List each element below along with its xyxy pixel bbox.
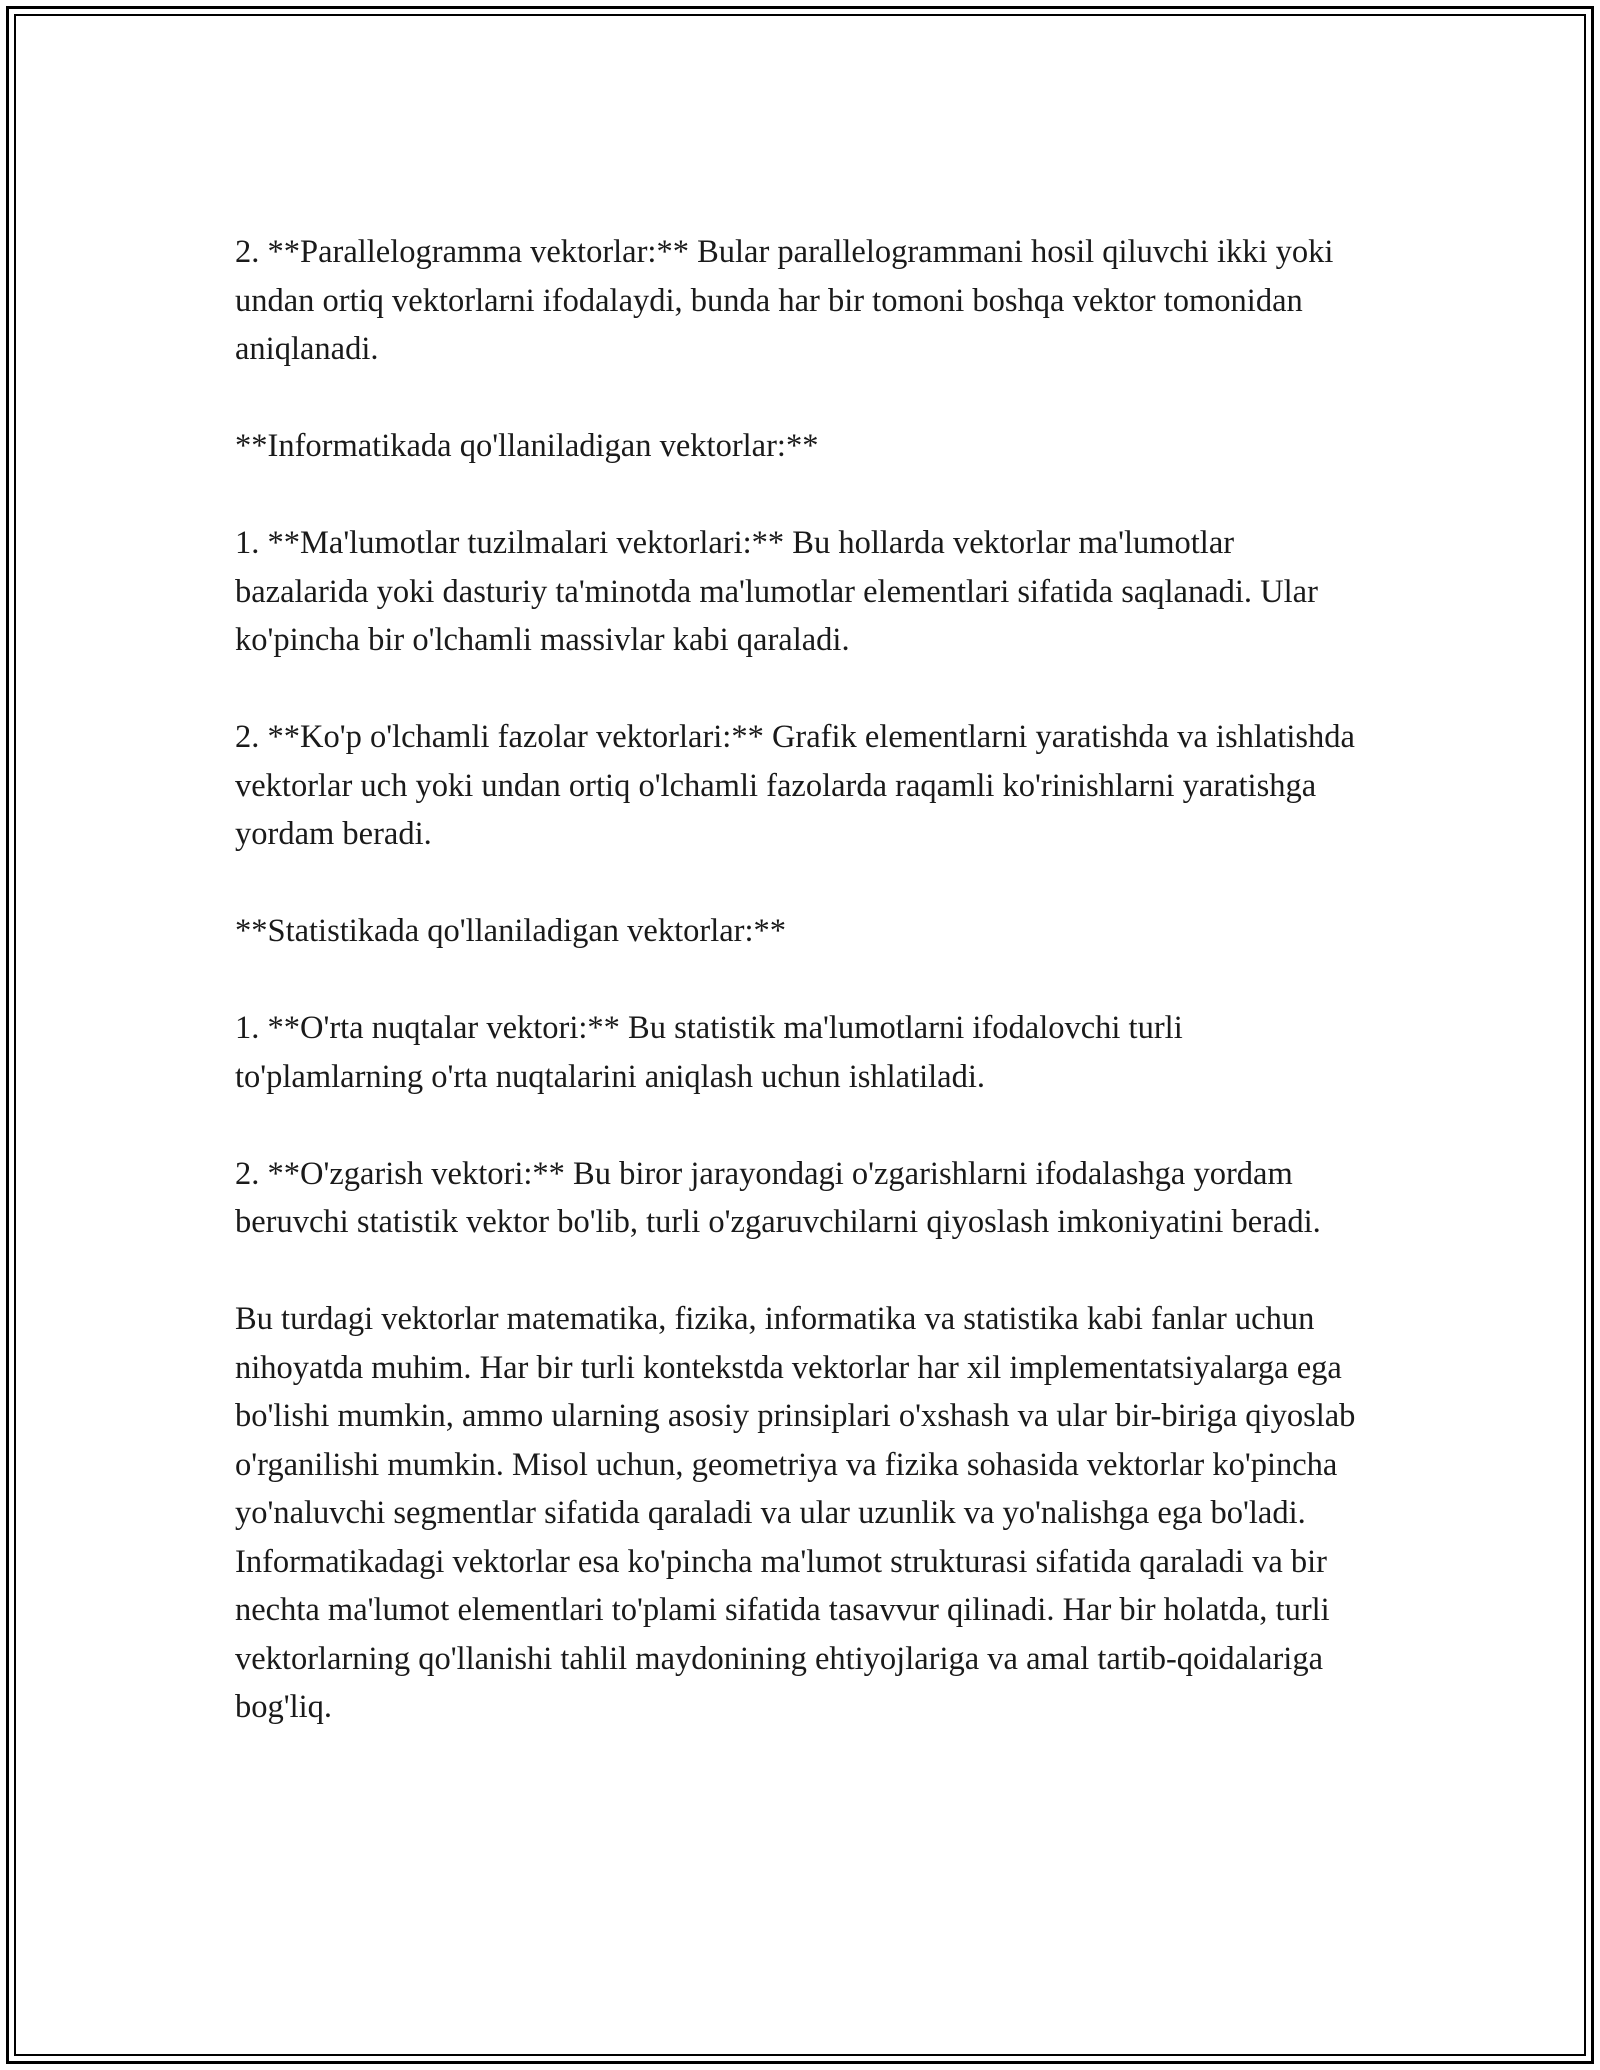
section-heading-informatics: **Informatikada qo'llaniladigan vektorlar:**	[235, 428, 819, 464]
list-item-multidimensional-vectors: 2. **Ko'p o'lchamli fazolar vektorlari:** Grafik elementlarni yaratishda va ishlatishda vektorlar uch yoki undan ortiq o'lchamli fazolarda raqamli ko'rinishlarni yaratishga yordam beradi.	[235, 719, 1355, 852]
section-heading-statistics: **Statistikada qo'llaniladigan vektorlar:**	[235, 913, 787, 949]
summary-paragraph: Bu turdagi vektorlar matematika, fizika, informatika va statistika kabi fanlar uchun nihoyatda muhim. Har bir turli kontekstda vektorlar har xil implementatsiyalarga ega bo'lishi mumkin, ammo ularning asosiy prinsiplari o'xshash va ular bir-biriga qiyoslab o'rganilishi mumkin. Misol uchun, geometriya va fizika sohasida vektorlar ko'pincha yo'naluvchi segmentlar sifatida qaraladi va ular uzunlik va yo'nalishga ega bo'ladi. Informatikadagi vektorlar esa ko'pincha ma'lumot strukturasi sifatida qaraladi va bir nechta ma'lumot elementlari to'plami sifatida tasavvur qilinadi. Har bir holatda, turli vektorlarning qo'llanishi tahlil maydonining ehtiyojlariga va amal tartib-qoidalariga bog'liq.	[235, 1301, 1356, 1725]
list-item-change-vector: 2. **O'zgarish vektori:** Bu biror jarayondagi o'zgarishlarni ifodalashga yordam beruvchi statistik vektor bo'lib, turli o'zgaruvchilarni qiyoslash imkoniyatini beradi.	[235, 1155, 1321, 1240]
list-item-midpoint-vector: 1. **O'rta nuqtalar vektori:** Bu statistik ma'lumotlarni ifodalovchi turli to'plamlarning o'rta nuqtalarini aniqlash uchun ishlatiladi.	[235, 1010, 1183, 1095]
document-body	[235, 228, 1375, 1732]
list-item-data-structure-vectors: 1. **Ma'lumotlar tuzilmalari vektorlari:** Bu hollarda vektorlar ma'lumotlar bazalarida yoki dasturiy ta'minotda ma'lumotlar elementlari sifatida saqlanadi. Ular ko'pincha bir o'lchamli massivlar kabi qaraladi.	[235, 525, 1318, 658]
list-item-parallelogram-vectors: 2. **Parallelogramma vektorlar:** Bular parallelogrammani hosil qiluvchi ikki yoki undan ortiq vektorlarni ifodalaydi, bunda har bir tomoni boshqa vektor tomonidan aniqlanadi.	[235, 234, 1334, 367]
